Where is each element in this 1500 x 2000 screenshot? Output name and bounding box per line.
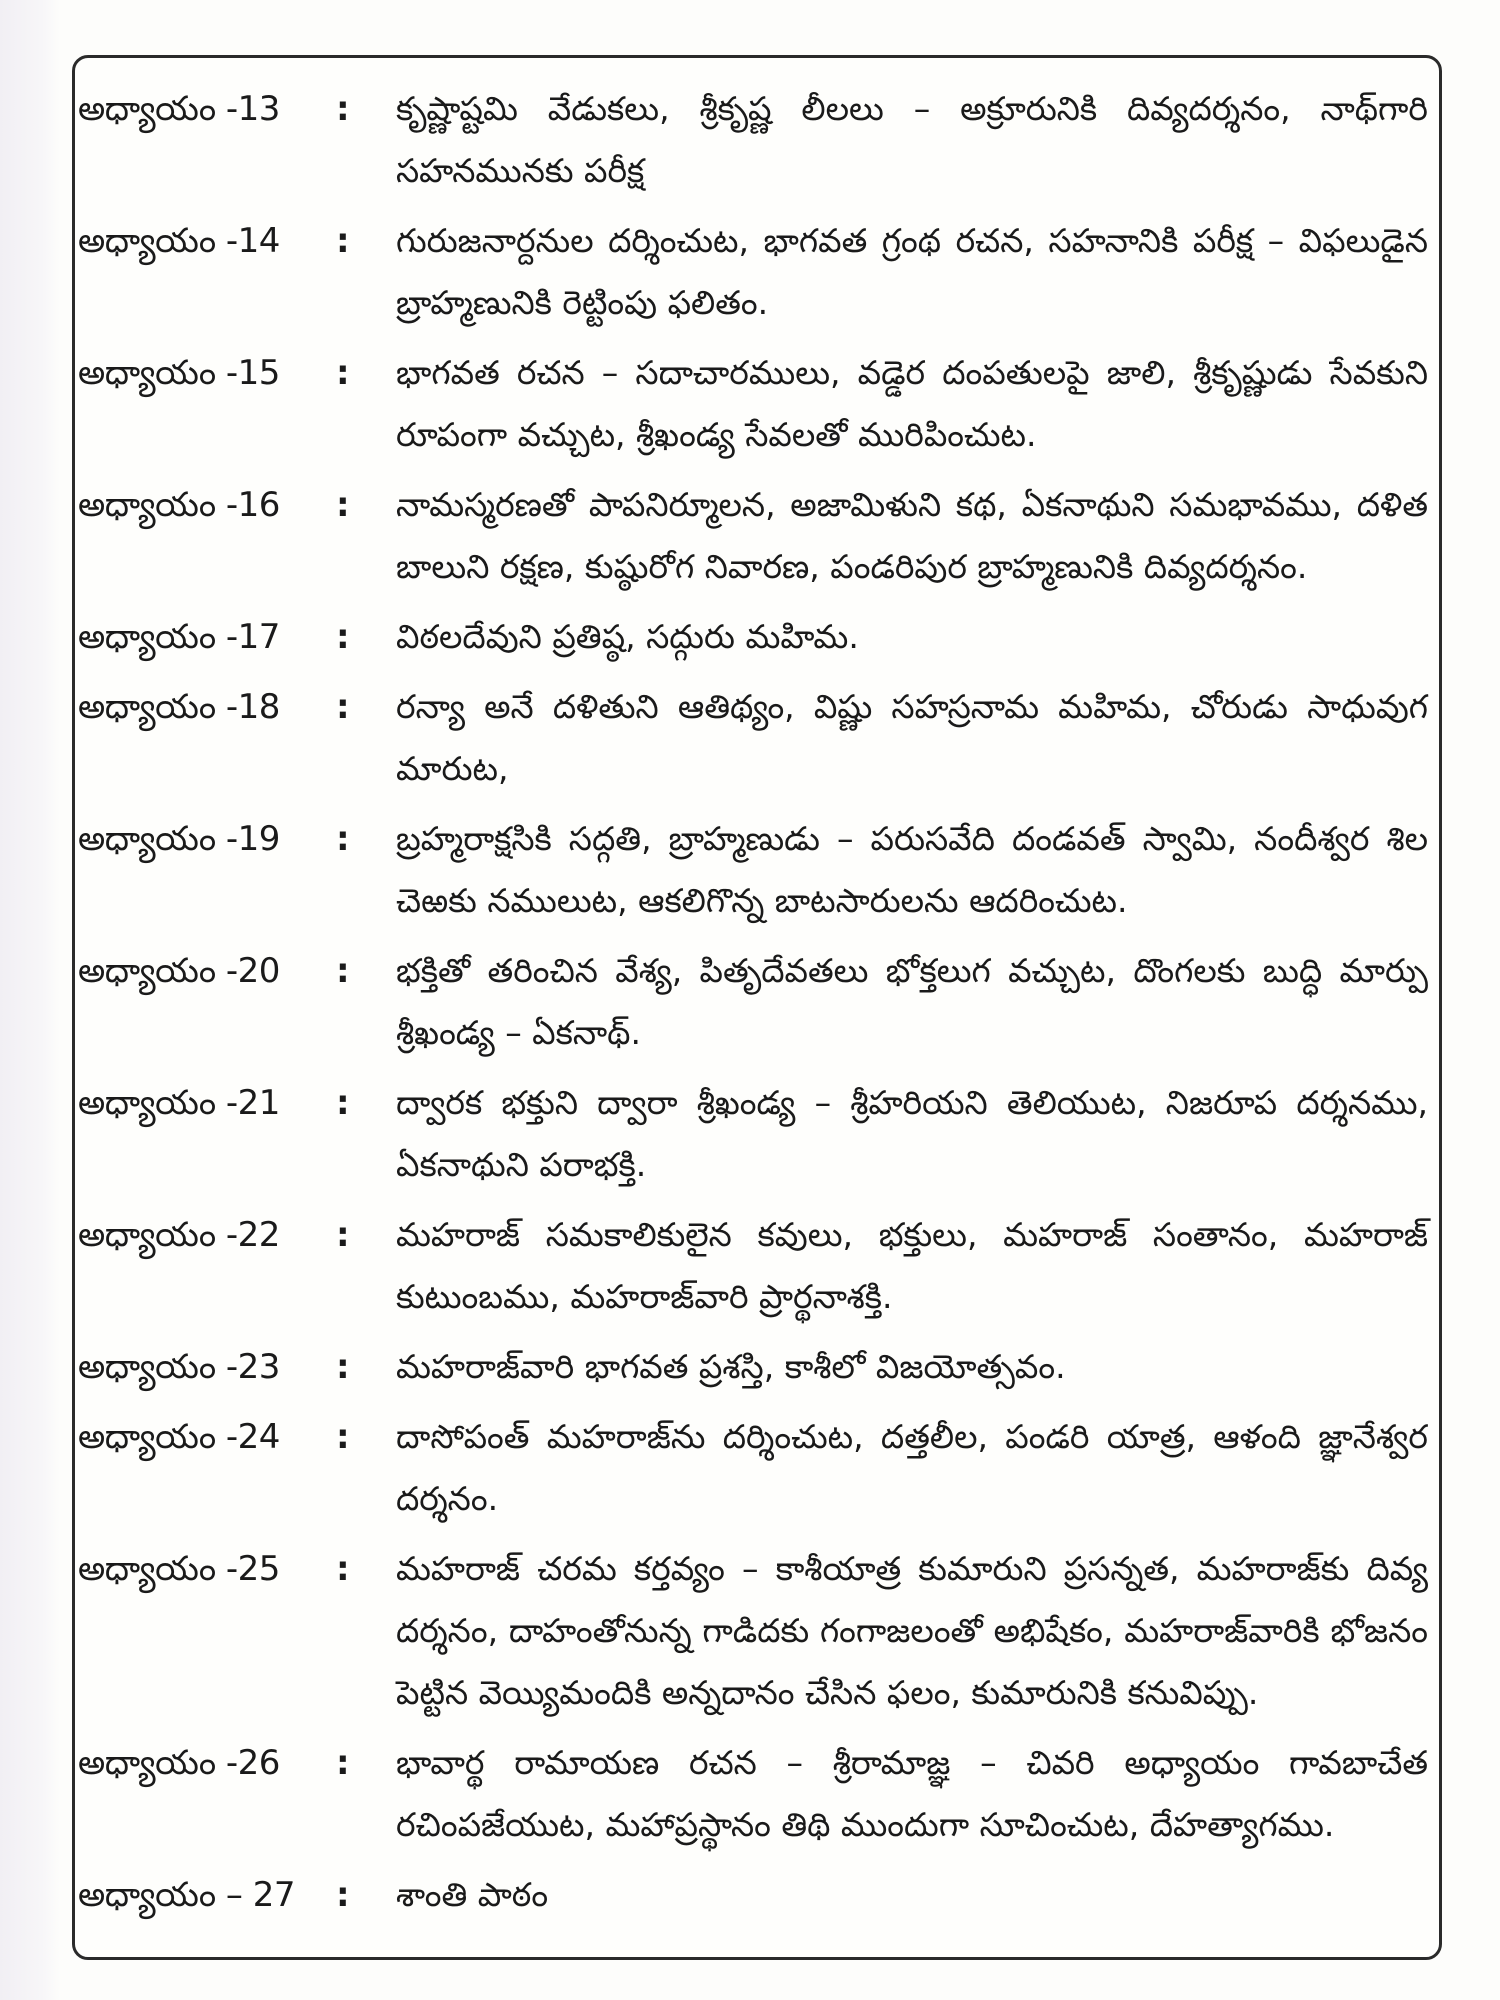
- chapter-description: భాగవత రచన – సదాచారములు, వడ్డెర దంపతులపై జాలి, శ్రీకృష్ణుడు సేవకుని రూపంగా వచ్చుట, శ్రీఖండ్య సేవలతో మురిపించుట.: [396, 353, 1428, 454]
- separator: :: [336, 221, 350, 261]
- separator: :: [336, 1215, 350, 1255]
- chapter-description: రన్యా అనే దళితుని ఆతిథ్యం, విష్ణు సహస్రనామ మహిమ, చోరుడు సాధువుగ మారుట,: [396, 687, 1428, 788]
- chapter-row-27: [78, 1864, 1428, 1926]
- chapter-label: అధ్యాయం -21: [78, 1083, 280, 1123]
- chapter-row-20: [78, 940, 1428, 1064]
- chapter-label: అధ్యాయం -22: [78, 1215, 280, 1255]
- chapter-description: భావార్థ రామాయణ రచన – శ్రీరామాజ్ఞ – చివరి అధ్యాయం గావబాచేత రచింపజేయుట, మహాప్రస్థానం తిథి ముందుగా సూచించుట, దేహత్యాగము.: [396, 1743, 1428, 1844]
- chapter-description: భక్తితో తరించిన వేశ్య, పితృదేవతలు భోక్తలుగ వచ్చుట, దొంగలకు బుద్ధి మార్పు శ్రీఖండ్య – ఏకనాథ్.: [396, 951, 1428, 1052]
- separator: :: [336, 485, 350, 525]
- chapter-label: అధ్యాయం -16: [78, 485, 280, 525]
- chapter-row-17: [78, 606, 1428, 668]
- separator: :: [336, 353, 350, 393]
- chapter-row-23: [78, 1336, 1428, 1398]
- chapter-label: అధ్యాయం -25: [78, 1549, 280, 1589]
- separator: :: [336, 617, 350, 657]
- chapter-description: గురుజనార్దనుల దర్శించుట, భాగవత గ్రంథ రచన, సహనానికి పరీక్ష – విఫలుడైన బ్రాహ్మణునికి రెట్టింపు ఫలితం.: [396, 221, 1428, 322]
- chapter-label: అధ్యాయం -19: [78, 819, 280, 859]
- separator: :: [336, 1083, 350, 1123]
- separator: :: [336, 1549, 350, 1589]
- separator: :: [336, 1417, 350, 1457]
- chapter-row-26: [78, 1732, 1428, 1856]
- chapter-label: అధ్యాయం -15: [78, 353, 280, 393]
- chapter-row-24: [78, 1406, 1428, 1530]
- chapter-row-14: [78, 210, 1428, 334]
- chapter-description: ద్వారక భక్తుని ద్వారా శ్రీఖండ్య – శ్రీహరియని తెలియుట, నిజరూప దర్శనము, ఏకనాథుని పరాభక్తి.: [396, 1083, 1428, 1184]
- chapter-label: అధ్యాయం -23: [78, 1347, 280, 1387]
- chapter-label: అధ్యాయం -14: [78, 221, 280, 261]
- chapter-description: మహరాజ్‌వారి భాగవత ప్రశస్తి, కాశీలో విజయోత్సవం.: [396, 1347, 1066, 1386]
- chapter-description: బ్రహ్మరాక్షసికి సద్గతి, బ్రాహ్మణుడు – పరుసవేది దండవత్ స్వామి, నందీశ్వర శిల చెఱకు నములుట, ఆకలిగొన్న బాటసారులను ఆదరించుట.: [396, 819, 1428, 920]
- chapter-row-22: [78, 1204, 1428, 1328]
- chapter-label: అధ్యాయం – 27: [78, 1875, 295, 1915]
- chapter-list: [78, 78, 1428, 1934]
- chapter-row-18: [78, 676, 1428, 800]
- separator: :: [336, 819, 350, 859]
- chapter-label: అధ్యాయం -26: [78, 1743, 280, 1783]
- chapter-description: మహరాజ్ సమకాలికులైన కవులు, భక్తులు, మహరాజ్ సంతానం, మహరాజ్ కుటుంబము, మహరాజ్‌వారి ప్రార్థనాశక్తి.: [396, 1215, 1428, 1316]
- chapter-description: విఠలదేవుని ప్రతిష్ఠ, సద్గురు మహిమ.: [396, 617, 859, 656]
- page-edge-shadow: [0, 0, 60, 2000]
- separator: :: [336, 1875, 350, 1915]
- chapter-label: అధ్యాయం -24: [78, 1417, 280, 1457]
- chapter-row-19: [78, 808, 1428, 932]
- chapter-label: అధ్యాయం -18: [78, 687, 280, 727]
- chapter-description: మహరాజ్ చరమ కర్తవ్యం – కాశీయాత్ర కుమారుని ప్రసన్నత, మహరాజ్‌కు దివ్య దర్శనం, దాహంతోనున్న గాడిదకు గంగాజలంతో అభిషేకం, మహరాజ్‌వారికి భోజనం పెట్టిన వెయ్యిమందికి అన్నదానం చేసిన ఫలం, కుమారునికి కనువిప్పు.: [396, 1549, 1428, 1712]
- chapter-description: శాంతి పాఠం: [396, 1875, 549, 1914]
- chapter-row-21: [78, 1072, 1428, 1196]
- separator: :: [336, 687, 350, 727]
- separator: :: [336, 89, 350, 129]
- chapter-description: దాసోపంత్ మహరాజ్‌ను దర్శించుట, దత్తలీల, పండరి యాత్ర, ఆళంది జ్ఞానేశ్వర దర్శనం.: [396, 1417, 1428, 1518]
- chapter-row-13: [78, 78, 1428, 202]
- chapter-label: అధ్యాయం -20: [78, 951, 280, 991]
- chapter-row-15: [78, 342, 1428, 466]
- chapter-row-16: [78, 474, 1428, 598]
- chapter-label: అధ్యాయం -13: [78, 89, 280, 129]
- chapter-description: నామస్మరణతో పాపనిర్మూలన, అజామిళుని కథ, ఏకనాథుని సమభావము, దళిత బాలుని రక్షణ, కుష్ఠురోగ నివారణ, పండరిపుర బ్రాహ్మణునికి దివ్యదర్శనం.: [396, 485, 1428, 586]
- separator: :: [336, 1347, 350, 1387]
- separator: :: [336, 951, 350, 991]
- separator: :: [336, 1743, 350, 1783]
- chapter-label: అధ్యాయం -17: [78, 617, 280, 657]
- chapter-row-25: [78, 1538, 1428, 1724]
- chapter-description: కృష్ణాష్టమి వేడుకలు, శ్రీకృష్ణ లీలలు – అక్రూరునికి దివ్యదర్శనం, నాథ్‌గారి సహనమునకు పరీక్ష: [396, 89, 1428, 190]
